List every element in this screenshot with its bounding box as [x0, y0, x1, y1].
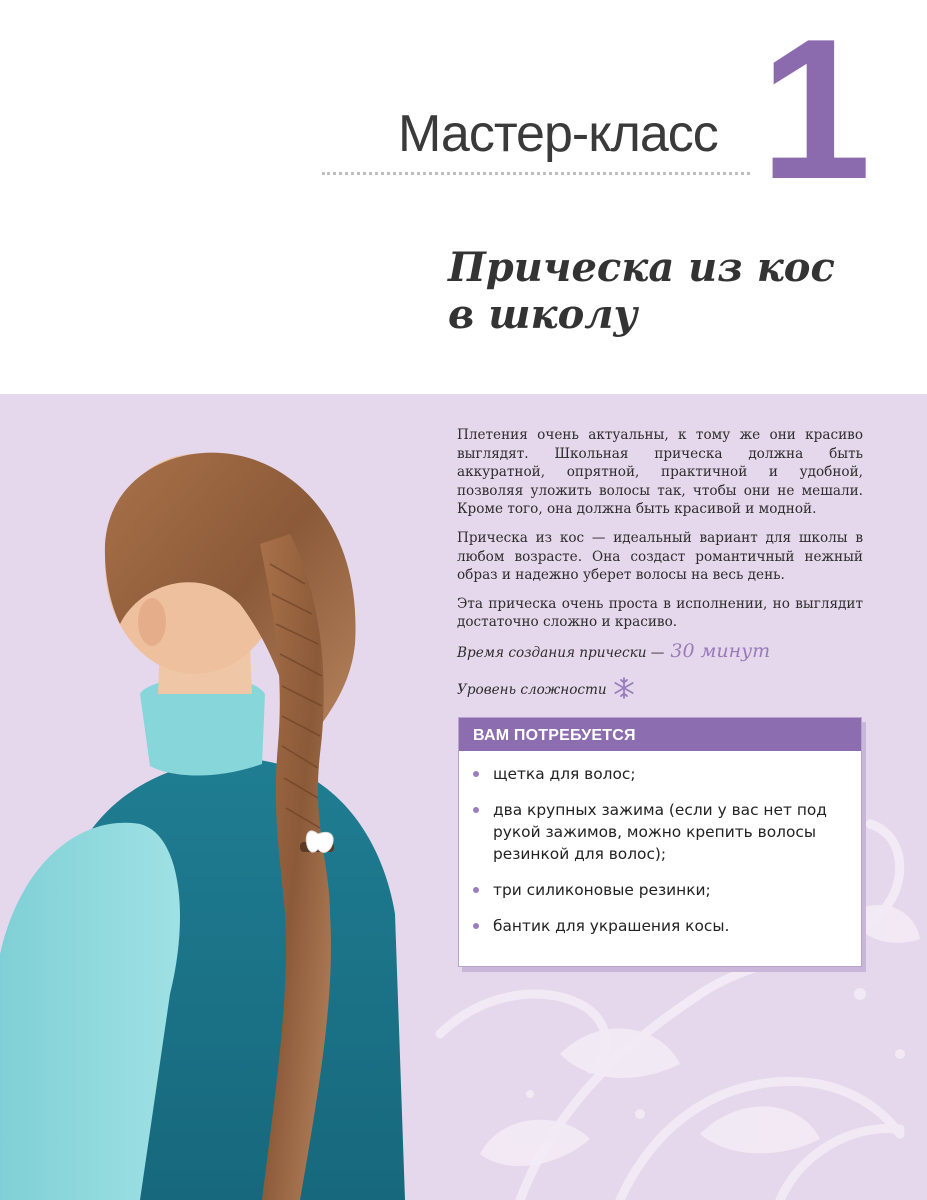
requirement-text: щетка для волос;: [493, 765, 636, 783]
bullet-icon: [473, 923, 479, 929]
list-item: [473, 799, 847, 865]
chapter-label: Мастер-класс: [398, 105, 718, 163]
bullet-icon: [473, 771, 479, 777]
intro-paragraph-1: Плетения очень актуальны, к тому же они красиво выглядят. Школьная прическа должна быть аккуратной, опрятной, практичной и удобной, позволяя уложить волосы так, чтобы они не мешали. Кроме того, она должна быть красивой и модной.: [457, 427, 863, 518]
time-value: 30 минут: [670, 639, 771, 662]
list-item: [473, 763, 847, 785]
difficulty-label: Уровень сложности: [457, 681, 607, 698]
title-line-2: в школу: [448, 291, 638, 338]
requirements-heading: ВАМ ПОТРЕБУЕТСЯ: [459, 718, 861, 751]
requirements-list: [459, 751, 861, 937]
requirement-text: три силиконовые резинки;: [493, 881, 711, 899]
page-title: [448, 244, 908, 338]
requirement-text: бантик для украшения косы.: [493, 917, 730, 935]
list-item: [473, 879, 847, 901]
bullet-icon: [473, 887, 479, 893]
chapter-number: 1: [760, 0, 872, 221]
requirement-text: два крупных зажима (если у вас нет под рукой зажимов, можно крепить волосы резинкой для волос);: [493, 801, 827, 863]
dotted-divider: [322, 172, 750, 175]
difficulty-line: [457, 672, 863, 700]
title-line-1: Прическа из кос: [448, 244, 835, 291]
intro-text-column: [457, 426, 863, 708]
time-line: [457, 639, 863, 663]
snowflake-icon: [613, 677, 635, 699]
girl-braid-photo: [0, 394, 440, 1200]
list-item: [473, 915, 847, 937]
requirements-box: [458, 717, 862, 967]
time-label: Время создания прически —: [457, 644, 665, 661]
intro-paragraph-3: Эта прическа очень проста в исполнении, но выглядит достаточно сложно и красиво.: [457, 595, 863, 631]
bullet-icon: [473, 807, 479, 813]
intro-paragraph-2: Прическа из кос — идеальный вариант для школы в любом возрасте. Она создаст романтичный нежный образ и надежно уберет волосы на весь день.: [457, 529, 863, 584]
